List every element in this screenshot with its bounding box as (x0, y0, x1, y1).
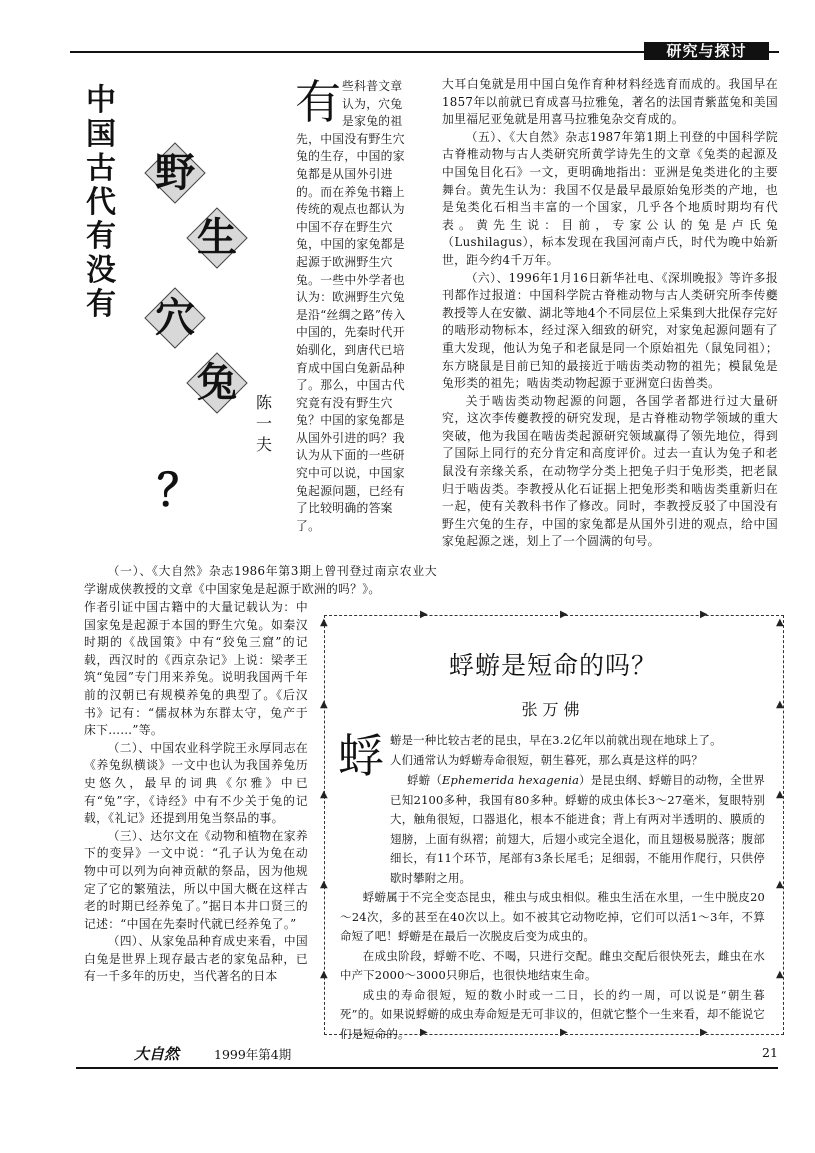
box-lead (390, 731, 765, 770)
left-column-body (84, 599, 308, 986)
box-paragraph-4: 成虫的寿命很短，短的数小时或一二日，长的约一周，可以说是“朝生暮死”的。如果说蜉蝣的成虫寿命短是无可非议的，但就它整个一生来看，却不能说它们是短命的。 (340, 987, 765, 1041)
box-border-arrow-icon: ▶ (700, 1027, 708, 1038)
box-p1-latin: Ephemerida hexagenia (441, 773, 580, 787)
box-lead-line-1: 蝣是一种比较古老的昆虫，早在3.2亿年以前就出现在地球上了。 (390, 733, 722, 747)
intro-line: 的。而在养兔书籍上 (296, 184, 405, 199)
box-p1-tail: ）是昆虫纲、蜉蝣目的动物，全世界已知2100多种，我国有80多种。蜉蝣的成虫体长3～27毫米，复眼特别大，触角很短，口器退化，根本不能进食；背上有两对半透明的、膜质的翅膀，上面有纵褶；前翅大，后翅小或完全退化，而且翅极易脱落；腹部细长，有11个环节，尾部有3条长尾毛；足细弱，不能用作爬行，只供停歇时攀附之用。 (390, 773, 765, 885)
paragraph-4-continued: 大耳白兔就是用中国白兔作育种材料经选育而成的。我国早在1857年以前就已育成喜马拉雅兔，著名的法国青紫蓝兔和美国加里福尼亚兔就是用喜马拉雅兔杂交育成的。 (442, 77, 778, 127)
box-border-arrow-icon: ▲ (320, 617, 328, 628)
intro-line: 些科普文章 (342, 79, 403, 93)
intro-line: 兔，中国的家兔都是 (296, 237, 405, 252)
intro-line: 认为从下面的一些研 (296, 448, 405, 463)
paragraph-1-continued: 作者引证中国古籍中的大量记载认为：中国家兔是起源于本国的野生穴兔。如秦汉时期的《战国策》中有“狡兔三窟”的记载，西汉时的《西京杂记》上说：梁孝王筑“兔园”专门用来养兔。说明我国两千年前的汉朝已有规模养兔的典型了。《后汉书》记有：“儒叔林为东群太守，兔产于床下……”等。 (84, 600, 308, 738)
box-border-arrow-icon: ▲ (320, 969, 328, 980)
intro-line: 传统的观点也都认为 (296, 202, 405, 217)
box-body (340, 771, 765, 1044)
intro-line: 育成中国白兔新品种 (296, 360, 405, 375)
article-author: 陈一夫 (256, 393, 273, 454)
right-column-body (442, 76, 778, 551)
box-title: 蜉蝣是短命的吗？ (448, 651, 657, 680)
box-border-arrow-icon: ▲ (320, 699, 328, 710)
page-number: 21 (762, 1045, 778, 1060)
intro-line: 中国的，先秦时代开 (296, 325, 405, 340)
box-border-arrow-icon: ▲ (776, 789, 784, 800)
box-paragraph-3: 在成虫阶段，蜉蝣不吃、不喝，只进行交配。雌虫交配后很快死去，雌虫在水中产下2000～3000只卵后，也很快地结束生命。 (340, 948, 765, 982)
paragraph-6: （六）、1996年1月16日新华社电、《深圳晚报》等许多报刊都作过报道：中国科学院古脊椎动物与古人类研究所李传夔教授等人在安徽、湖北等地4个不同层位上采集到大批保存完好的啮形动物标本，经过深入细致的研究，对家兔起源问题有了重大发现，他认为兔子和老鼠是同一个原始祖先（鼠兔同祖）；东方晓鼠是目前已知的最接近于啮齿类动物的祖先；模鼠兔是兔形类的祖先；啮齿类动物起源于亚洲宽臼齿兽类。 (442, 270, 778, 391)
title-big-char-1: 野 (155, 149, 195, 196)
paragraph-7: 关于啮齿类动物起源的问题，各国学者都进行过大量研究，这次李传夔教授的研究发现，是古脊椎动物学领域的重大突破，他为我国在啮齿类起源研究领域赢得了领先地位，得到了国际上同行的充分肯定和高度评价。过去一直认为兔子和老鼠没有亲缘关系，在动物学分类上把兔子归于兔形类，把老鼠归于啮齿类。李教授从化石证据上把兔形类和啮齿类重新归在一起，使有关教科书作了修改。同时，李教授反驳了中国没有野生穴兔的生存，中国的家兔都是从国外引进的观点，给中国家兔起源之迷，划上了一个圆满的句号。 (442, 393, 778, 549)
intro-line: 了比较明确的答案 (296, 501, 393, 516)
intro-line: 兔的生存，中国的家 (296, 149, 405, 164)
box-border-arrow-icon: ▶ (420, 1027, 428, 1038)
title-line-vertical: 中国古代有没有 (86, 83, 116, 322)
intro-line: 中国不存在野生穴 (296, 219, 393, 234)
title-question-mark: ？ (157, 465, 201, 516)
article-intro (295, 75, 436, 535)
intro-line: 究中可以说，中国家 (296, 466, 405, 481)
title-diamond-4 (186, 352, 248, 414)
intro-line: 兔起源问题，已经有 (296, 483, 405, 498)
intro-line: 是家兔的祖 (342, 114, 403, 129)
title-diamond-3 (144, 287, 206, 349)
box-border-arrow-icon: ▶ (560, 1027, 568, 1038)
paragraph-1 (84, 563, 437, 598)
intro-line: 认为：欧洲野生穴兔 (296, 290, 405, 305)
section-tag: 研究与探讨 (644, 42, 769, 60)
paragraph-3: （三）、达尔文在《动物和植物在家养下的变异》一文中说：“孔子认为兔在动物中可以列为向神贡献的祭品，因为他规定了它的繁殖法，所以中国大概在这样古老的时期已经养兔了。”据日本井口贤三的记述：“中国在先秦时代就已经养兔了。” (84, 828, 308, 931)
paragraph-2: （二）、中国农业科学院王永厚同志在《养兔纵横谈》一文中也认为我国养兔历史悠久，最早的词典《尔雅》中已有“兔”字，《诗经》中有不少关于兔的记载，《礼记》还提到用兔当祭品的事。 (84, 740, 308, 826)
title-big-char-4: 兔 (197, 359, 237, 406)
box-dropcap: 蜉 (338, 729, 384, 783)
intro-line: 兔。一些中外学者也 (296, 272, 405, 287)
intro-line: 兔都是从国外引进 (296, 166, 393, 181)
paragraph-5: （五）、《大自然》杂志1987年第1期上刊登的中国科学院古脊椎动物与古人类研究所黄学诗先生的文章《兔类的起源及中国兔目化石》一文，更明确地指出：亚洲是兔类进化的主要舞台。黄先生认为：我国不仅是最早最原始兔形类的产地，也是兔类化石相当丰富的一个国家，几乎各个地质时期均有代表。黄先生说：目前，专家公认的兔是卢氏兔（Lushilagus），标本发现在我国河南卢氏，时代为晚中始新世，距今约4千万年。 (442, 129, 778, 267)
box-border-arrow-icon: ▲ (776, 969, 784, 980)
intro-line: 起源于欧洲野生穴 (296, 254, 393, 269)
footer-brand: 大自然 (134, 1045, 180, 1063)
intro-line: 从国外引进的吗？我 (296, 430, 405, 445)
box-border-arrow-icon: ▶ (700, 609, 708, 620)
intro-line: 先，中国没有野生穴 (296, 131, 405, 146)
box-border-arrow-icon: ▶ (420, 609, 428, 620)
intro-line: 兔？中国的家兔都是 (296, 413, 405, 428)
box-author: 张万佛 (521, 700, 585, 719)
title-big-char-2: 生 (197, 214, 237, 261)
intro-line: 是沿“丝绸之路”传入 (296, 307, 406, 322)
intro-line: 究竟有没有野生穴 (296, 395, 393, 410)
box-border-arrow-icon: ▲ (776, 699, 784, 710)
box-border-arrow-icon: ▲ (776, 617, 784, 628)
footer-issue: 1999年第4期 (214, 1047, 292, 1062)
box-p1-head: 蜉蝣（ (407, 773, 442, 787)
box-lead-line-2: 人们通常认为蜉蝣寿命很短，朝生暮死，那么真是这样的吗？ (390, 752, 703, 767)
title-big-char-3: 穴 (155, 294, 195, 341)
footer-rule (76, 1067, 778, 1069)
intro-line: 认为，穴兔 (342, 96, 403, 111)
header-rule (70, 51, 644, 53)
paragraph-4: （四）、从家兔品种育成史来看，中国白兔是世界上现存最古老的家兔品种，已有一千多年的历史，当代著名的日本 (84, 934, 308, 984)
paragraph-1-text: （一）、《大自然》杂志1986年第3期上曾刊登过南京农业大学谢成侠教授的文章《中国家兔是起源于欧洲的吗？》。 (84, 564, 437, 596)
intro-line: 了。 (296, 518, 321, 533)
box-paragraph-2: 蜉蝣属于不完全变态昆虫，稚虫与成虫相似。稚虫生活在水里，一生中脱皮20～24次，多的甚至在40次以上。如不被其它动物吃掉，它们可以活1～3年，不算命短了吧！蜉蝣是在最后一次脱皮后变为成虫的。 (340, 890, 765, 943)
box-border-arrow-icon: ▶ (560, 609, 568, 620)
intro-line: 了。那么，中国古代 (296, 378, 405, 393)
box-paragraph-1 (340, 771, 765, 888)
box-border-arrow-icon: ▲ (320, 789, 328, 800)
intro-line: 始驯化，到唐代已培 (296, 342, 405, 357)
article-dropcap: 有 (295, 75, 341, 129)
title-diamond-1 (144, 142, 206, 204)
header-rule-tail (769, 51, 779, 53)
box-border-arrow-icon: ▲ (776, 879, 784, 890)
title-diamond-2 (186, 207, 248, 269)
box-border-arrow-icon: ▲ (320, 879, 328, 890)
